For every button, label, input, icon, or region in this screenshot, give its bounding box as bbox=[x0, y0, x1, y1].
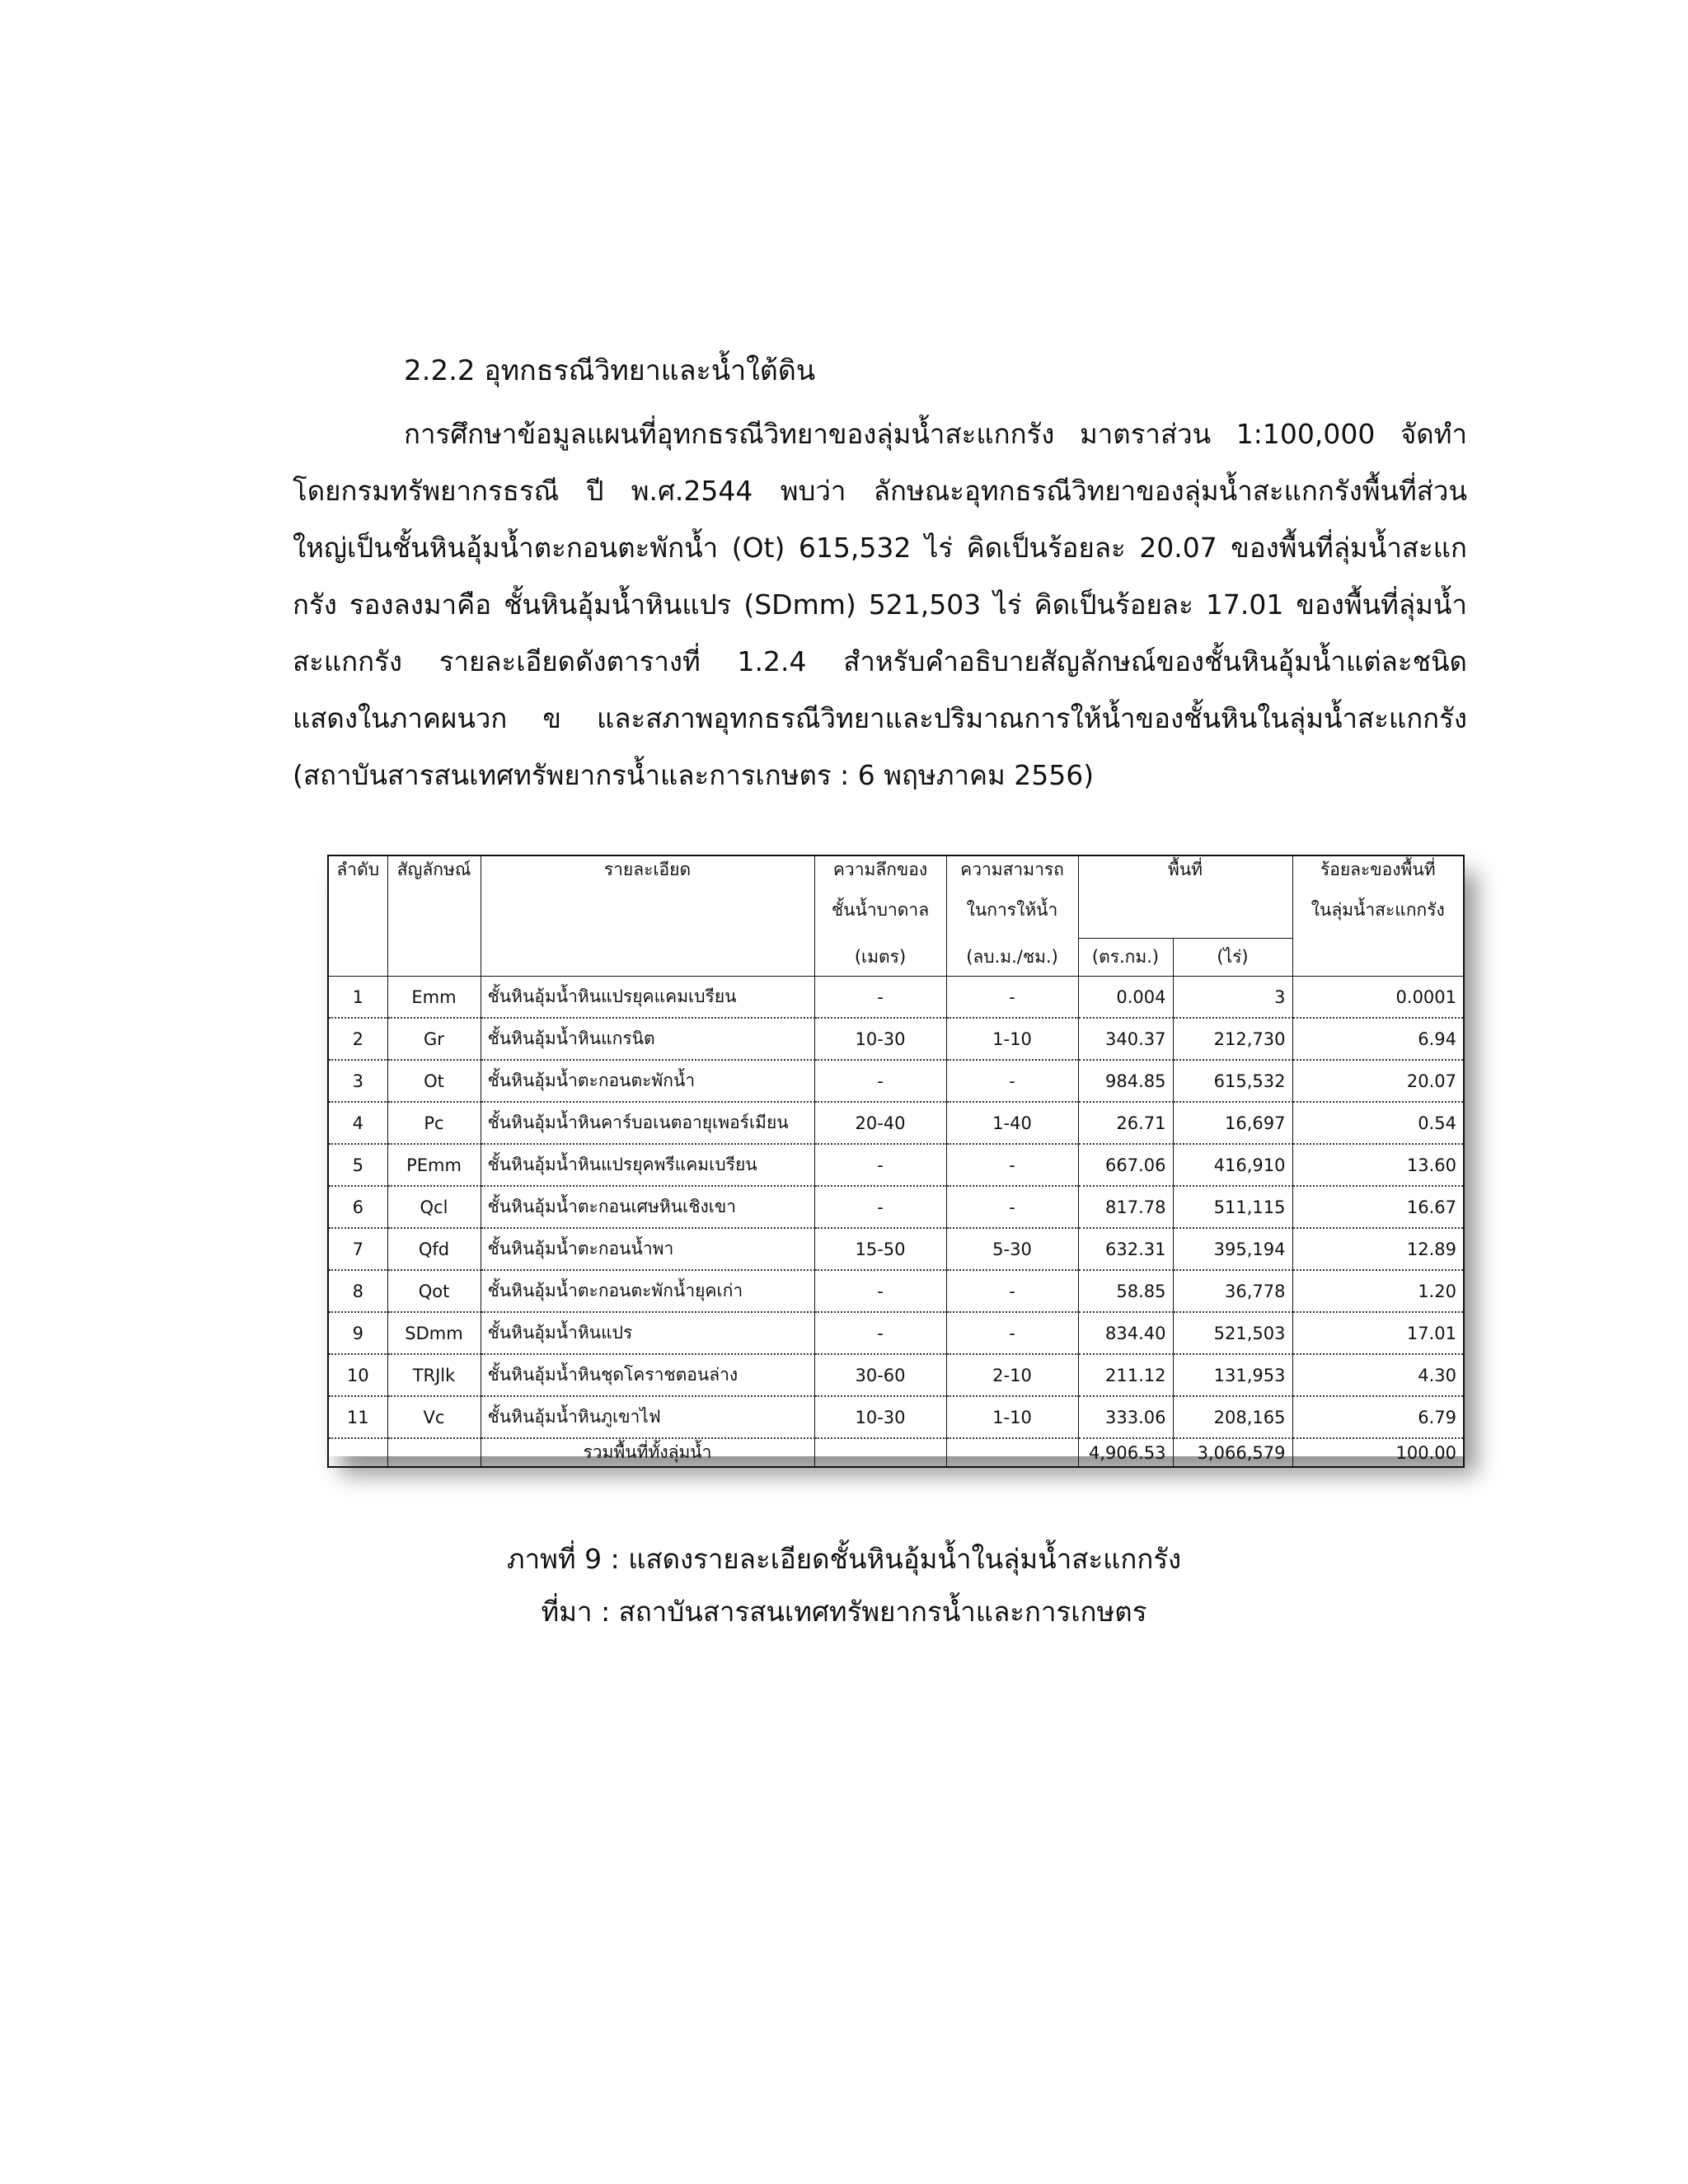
cell-percent: 4.30 bbox=[1292, 1354, 1464, 1396]
table-row bbox=[328, 1354, 1464, 1396]
cell-detail: ชั้นหินอุ้มน้ำตะกอนตะพักน้ำยุคเก่า bbox=[481, 1270, 814, 1312]
cell-area-rai: 3 bbox=[1173, 977, 1292, 1019]
cell-symbol: Gr bbox=[387, 1018, 481, 1060]
cell-percent: 6.79 bbox=[1292, 1396, 1464, 1438]
cell-order: 1 bbox=[328, 977, 387, 1019]
cell-area-sqkm: 817.78 bbox=[1078, 1186, 1173, 1228]
header-percent: ร้อยละของพื้นที่ bbox=[1292, 855, 1464, 897]
cell-depth: 10-30 bbox=[814, 1018, 946, 1060]
cell-symbol: Vc bbox=[387, 1396, 481, 1438]
cell-detail: ชั้นหินอุ้มน้ำหินชุดโคราชตอนล่าง bbox=[481, 1354, 814, 1396]
cell-symbol: Qot bbox=[387, 1270, 481, 1312]
cell-symbol: Ot bbox=[387, 1060, 481, 1102]
cell-symbol: Emm bbox=[387, 977, 481, 1019]
paragraph-line: กรัง รองลงมาคือ ชั้นหินอุ้มน้ำหินแปร (SDmm) 521,503 ไร่ คิดเป็นร้อยละ 17.01 ของพื้นที่ลุ่มน้ำ bbox=[293, 588, 1467, 621]
header-order: ลำดับ bbox=[328, 855, 387, 897]
cell-yield: 1-40 bbox=[946, 1102, 1078, 1144]
cell-depth: - bbox=[814, 1270, 946, 1312]
header-yield-line2: ในการให้น้ำ bbox=[946, 897, 1078, 939]
cell-yield: - bbox=[946, 1186, 1078, 1228]
table-row bbox=[328, 1396, 1464, 1438]
paragraph-line: โดยกรมทรัพยากรธรณี ปี พ.ศ.2544 พบว่า ลักษณะอุทกธรณีวิทยาของลุ่มน้ำสะแกกรังพื้นที่ส่วน bbox=[293, 475, 1467, 507]
cell-percent: 16.67 bbox=[1292, 1186, 1464, 1228]
cell-symbol: Qfd bbox=[387, 1228, 481, 1270]
cell-area-sqkm: 984.85 bbox=[1078, 1060, 1173, 1102]
table-row bbox=[328, 1060, 1464, 1102]
cell-percent: 17.01 bbox=[1292, 1312, 1464, 1354]
header-area-rai: (ไร่) bbox=[1173, 939, 1292, 977]
cell-area-sqkm: 58.85 bbox=[1078, 1270, 1173, 1312]
header-depth: ความลึกของ bbox=[814, 855, 946, 897]
cell-area-rai: 131,953 bbox=[1173, 1354, 1292, 1396]
cell-area-sqkm: 26.71 bbox=[1078, 1102, 1173, 1144]
header-area-sqkm: (ตร.กม.) bbox=[1078, 939, 1173, 977]
section-heading: 2.2.2 อุทกธรณีวิทยาและน้ำใต้ดิน bbox=[404, 354, 816, 387]
total-label: รวมพื้นที่ทั้งลุ่มน้ำ bbox=[481, 1438, 814, 1467]
table-body bbox=[328, 977, 1464, 1439]
table-row bbox=[328, 1228, 1464, 1270]
cell-percent: 0.54 bbox=[1292, 1102, 1464, 1144]
figure-source: ที่มา : สถาบันสารสนเทศทรัพยากรน้ำและการเกษตร bbox=[541, 1596, 1147, 1628]
cell-yield: 1-10 bbox=[946, 1018, 1078, 1060]
cell-order: 4 bbox=[328, 1102, 387, 1144]
cell-detail: ชั้นหินอุ้มน้ำตะกอนเศษหินเชิงเขา bbox=[481, 1186, 814, 1228]
header-depth-line2: ชั้นน้ำบาดาล bbox=[814, 897, 946, 939]
header-yield-unit: (ลบ.ม./ชม.) bbox=[946, 939, 1078, 977]
paragraph-line: ใหญ่เป็นชั้นหินอุ้มน้ำตะกอนตะพักน้ำ (Ot) 615,532 ไร่ คิดเป็นร้อยละ 20.07 ของพื้นที่ลุ่มน้ำสะแก bbox=[293, 532, 1467, 564]
paragraph-line: สะแกกรัง รายละเอียดดังตารางที่ 1.2.4 สำหรับคำอธิบายสัญลักษณ์ของชั้นหินอุ้มน้ำแต่ละชนิด bbox=[293, 645, 1467, 677]
cell-detail: ชั้นหินอุ้มน้ำหินแปร bbox=[481, 1312, 814, 1354]
cell-detail: ชั้นหินอุ้มน้ำหินแปรยุคพรีแคมเบรียน bbox=[481, 1144, 814, 1186]
cell-order: 6 bbox=[328, 1186, 387, 1228]
cell-order: 11 bbox=[328, 1396, 387, 1438]
cell-area-sqkm: 211.12 bbox=[1078, 1354, 1173, 1396]
cell-area-rai: 208,165 bbox=[1173, 1396, 1292, 1438]
paragraph-line: แสดงในภาคผนวก ข และสภาพอุทกธรณีวิทยาและปริมาณการให้น้ำของชั้นหินในลุ่มน้ำสะแกกรัง bbox=[293, 702, 1467, 734]
cell-depth: 10-30 bbox=[814, 1396, 946, 1438]
paragraph-line: การศึกษาข้อมูลแผนที่อุทกธรณีวิทยาของลุ่มน้ำสะแกกรัง มาตราส่วน 1:100,000 จัดทำ bbox=[404, 418, 1467, 450]
cell-percent: 20.07 bbox=[1292, 1060, 1464, 1102]
total-row bbox=[328, 1438, 1464, 1467]
cell-area-sqkm: 667.06 bbox=[1078, 1144, 1173, 1186]
cell-yield: - bbox=[946, 977, 1078, 1019]
cell-detail: ชั้นหินอุ้มน้ำหินภูเขาไฟ bbox=[481, 1396, 814, 1438]
aquifer-table-figure bbox=[327, 855, 1463, 1463]
cell-detail: ชั้นหินอุ้มน้ำหินแปรยุคแคมเบรียน bbox=[481, 977, 814, 1019]
cell-area-rai: 16,697 bbox=[1173, 1102, 1292, 1144]
cell-symbol: TRJlk bbox=[387, 1354, 481, 1396]
body-paragraph bbox=[293, 405, 1467, 804]
cell-order: 3 bbox=[328, 1060, 387, 1102]
header-depth-unit: (เมตร) bbox=[814, 939, 946, 977]
cell-yield: 5-30 bbox=[946, 1228, 1078, 1270]
cell-percent: 12.89 bbox=[1292, 1228, 1464, 1270]
header-area: พื้นที่ bbox=[1078, 855, 1292, 897]
total-rai: 3,066,579 bbox=[1173, 1438, 1292, 1467]
cell-area-rai: 615,532 bbox=[1173, 1060, 1292, 1102]
cell-area-rai: 395,194 bbox=[1173, 1228, 1292, 1270]
table-header bbox=[328, 855, 1464, 977]
cell-depth: - bbox=[814, 977, 946, 1019]
cell-detail: ชั้นหินอุ้มน้ำตะกอนตะพักน้ำ bbox=[481, 1060, 814, 1102]
table-row bbox=[328, 1018, 1464, 1060]
cell-order: 2 bbox=[328, 1018, 387, 1060]
header-yield: ความสามารถ bbox=[946, 855, 1078, 897]
header-symbol: สัญลักษณ์ bbox=[387, 855, 481, 897]
table-row bbox=[328, 1312, 1464, 1354]
cell-percent: 0.0001 bbox=[1292, 977, 1464, 1019]
cell-symbol: PEmm bbox=[387, 1144, 481, 1186]
cell-yield: 1-10 bbox=[946, 1396, 1078, 1438]
cell-percent: 1.20 bbox=[1292, 1270, 1464, 1312]
figure-caption: ภาพที่ 9 : แสดงรายละเอียดชั้นหินอุ้มน้ำในลุ่มน้ำสะแกกรัง bbox=[506, 1543, 1182, 1575]
total-percent: 100.00 bbox=[1292, 1438, 1464, 1467]
paragraph-line: (สถาบันสารสนเทศทรัพยากรน้ำและการเกษตร : 6 พฤษภาคม 2556) bbox=[293, 759, 1095, 791]
cell-area-sqkm: 340.37 bbox=[1078, 1018, 1173, 1060]
cell-depth: 30-60 bbox=[814, 1354, 946, 1396]
table-row bbox=[328, 977, 1464, 1019]
cell-yield: - bbox=[946, 1312, 1078, 1354]
cell-yield: - bbox=[946, 1060, 1078, 1102]
cell-order: 5 bbox=[328, 1144, 387, 1186]
cell-order: 9 bbox=[328, 1312, 387, 1354]
cell-order: 7 bbox=[328, 1228, 387, 1270]
cell-depth: - bbox=[814, 1312, 946, 1354]
table-row bbox=[328, 1270, 1464, 1312]
cell-percent: 6.94 bbox=[1292, 1018, 1464, 1060]
cell-yield: - bbox=[946, 1270, 1078, 1312]
cell-area-rai: 36,778 bbox=[1173, 1270, 1292, 1312]
cell-area-rai: 212,730 bbox=[1173, 1018, 1292, 1060]
cell-depth: 20-40 bbox=[814, 1102, 946, 1144]
table-row bbox=[328, 1186, 1464, 1228]
cell-area-rai: 521,503 bbox=[1173, 1312, 1292, 1354]
table-row bbox=[328, 1144, 1464, 1186]
cell-area-sqkm: 0.004 bbox=[1078, 977, 1173, 1019]
cell-symbol: Qcl bbox=[387, 1186, 481, 1228]
cell-area-sqkm: 333.06 bbox=[1078, 1396, 1173, 1438]
header-percent-line2: ในลุ่มน้ำสะแกกรัง bbox=[1292, 897, 1464, 939]
cell-area-rai: 416,910 bbox=[1173, 1144, 1292, 1186]
aquifer-table bbox=[327, 855, 1465, 1468]
cell-symbol: Pc bbox=[387, 1102, 481, 1144]
cell-percent: 13.60 bbox=[1292, 1144, 1464, 1186]
cell-order: 10 bbox=[328, 1354, 387, 1396]
cell-detail: ชั้นหินอุ้มน้ำตะกอนน้ำพา bbox=[481, 1228, 814, 1270]
cell-depth: - bbox=[814, 1144, 946, 1186]
cell-symbol: SDmm bbox=[387, 1312, 481, 1354]
cell-order: 8 bbox=[328, 1270, 387, 1312]
cell-depth: - bbox=[814, 1186, 946, 1228]
cell-area-sqkm: 834.40 bbox=[1078, 1312, 1173, 1354]
cell-depth: - bbox=[814, 1060, 946, 1102]
cell-yield: 2-10 bbox=[946, 1354, 1078, 1396]
table-row bbox=[328, 1102, 1464, 1144]
cell-area-sqkm: 632.31 bbox=[1078, 1228, 1173, 1270]
total-sqkm: 4,906.53 bbox=[1078, 1438, 1173, 1467]
cell-yield: - bbox=[946, 1144, 1078, 1186]
header-detail: รายละเอียด bbox=[481, 855, 814, 897]
cell-area-rai: 511,115 bbox=[1173, 1186, 1292, 1228]
cell-depth: 15-50 bbox=[814, 1228, 946, 1270]
cell-detail: ชั้นหินอุ้มน้ำหินแกรนิต bbox=[481, 1018, 814, 1060]
cell-detail: ชั้นหินอุ้มน้ำหินคาร์บอเนตอายุเพอร์เมียน bbox=[481, 1102, 814, 1144]
